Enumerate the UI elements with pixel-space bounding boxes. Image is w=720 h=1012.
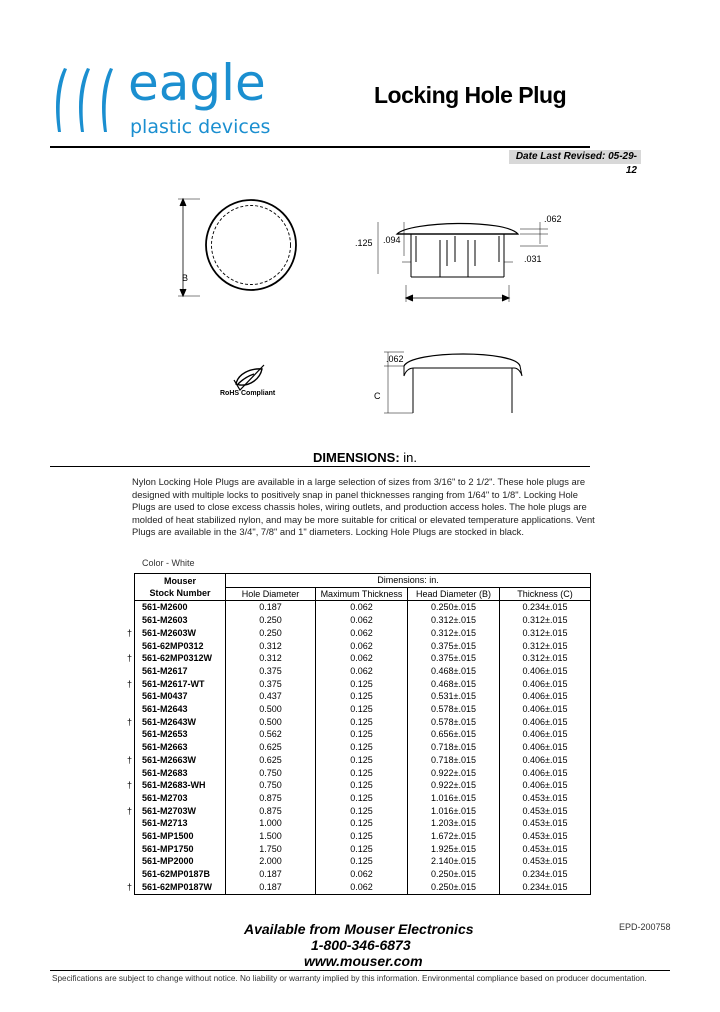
table-row [135,690,591,703]
cell-max-thickness: 0.125 [316,754,408,767]
stock-number-text: 561-M2663W [142,754,197,765]
dimension-031: .031 [524,254,542,264]
cell-head-diameter: 0.250±.015 [408,881,500,894]
date-revised-badge: Date Last Revised: 05-29-12 [509,150,641,164]
vent-plug-marker: † [127,627,133,638]
cell-thickness: 0.234±.015 [500,881,591,894]
column-header-head-diameter: Head Diameter (B) [408,587,500,601]
table-row [135,868,591,881]
vent-plug-marker: † [127,780,133,791]
cell-hole-diameter: 0.500 [226,703,316,716]
cell-thickness: 0.406±.015 [500,703,591,716]
table-row [135,754,591,767]
cell-hole-diameter: 0.500 [226,716,316,729]
cell-max-thickness: 0.125 [316,843,408,856]
stock-number-text: 561-M2617 [142,665,188,676]
cell-stock-number [135,601,226,614]
stock-number-text: 561-MP1500 [142,831,194,842]
side-view-drawing [378,222,548,302]
section-rule [50,466,590,467]
stock-number-text: 561-M2643W [142,716,197,727]
stock-number-text: 561-M2703W [142,805,197,816]
cell-stock-number [127,805,226,818]
cell-stock-number [127,678,226,691]
column-header-max-thickness: Maximum Thickness [316,587,408,601]
cell-thickness: 0.406±.015 [500,779,591,792]
dimension-062-top: .062 [544,214,562,224]
cell-stock-number [135,817,226,830]
disclaimer-text: Specifications are subject to change without notice. No liability or warranty implied by this information. Environmental compliance based on producer documentation. [52,974,647,983]
color-note: Color - White [142,558,195,568]
cell-stock-number [135,703,226,716]
table-row [135,767,591,780]
cell-hole-diameter: 0.875 [226,805,316,818]
technical-drawings [0,0,720,470]
cell-stock-number [127,754,226,767]
table-row [135,665,591,678]
stock-number-text: 561-M2600 [142,602,188,613]
cell-stock-number [135,843,226,856]
stock-number-text: 561-M2643 [142,704,188,715]
brand-subtitle: plastic devices [130,116,271,138]
cell-thickness: 0.312±.015 [500,614,591,627]
cell-max-thickness: 0.062 [316,601,408,614]
cell-thickness: 0.406±.015 [500,754,591,767]
specifications-table-body [127,601,591,894]
stock-number-text: 561-M2663 [142,742,188,753]
cell-thickness: 0.234±.015 [500,601,591,614]
vent-plug-marker: † [127,881,133,892]
cell-max-thickness: 0.062 [316,652,408,665]
cell-thickness: 0.312±.015 [500,640,591,653]
cell-thickness: 0.406±.015 [500,665,591,678]
column-header-thickness: Thickness (C) [500,587,591,601]
table-row [135,817,591,830]
cell-hole-diameter: 0.750 [226,779,316,792]
stock-number-text: 561-62MP0312 [142,640,204,651]
cell-hole-diameter: 0.750 [226,767,316,780]
stock-number-text: 561-M2603W [142,627,197,638]
cell-head-diameter: 1.672±.015 [408,830,500,843]
cell-hole-diameter: 0.250 [226,614,316,627]
cell-thickness: 0.406±.015 [500,767,591,780]
cell-head-diameter: 1.016±.015 [408,805,500,818]
cell-head-diameter: 0.531±.015 [408,690,500,703]
product-description: Nylon Locking Hole Plugs are available in a large selection of sizes from 3/16" to 2 1/2". These hole plugs are designed with multiple locks to positively snap in panel thicknesses ranging from 1/64" to 1/8". Locking Hole Plugs are used to close excess chassis holes, wiring outlets, and production access holes. The hole plugs are molded of heat stabilized nylon, and may be more suitable for critical or elevated temperature applications. Vent Plugs are available in the 3/4", 7/8" and 1" diameters. Locking Hole Plugs are stocked in black. [132,476,595,538]
cell-stock-number [127,779,226,792]
cell-hole-diameter: 0.625 [226,741,316,754]
cell-stock-number [135,690,226,703]
cell-thickness: 0.453±.015 [500,805,591,818]
table-row [135,805,591,818]
cell-head-diameter: 0.578±.015 [408,703,500,716]
cell-head-diameter: 0.312±.015 [408,627,500,640]
cell-thickness: 0.312±.015 [500,652,591,665]
footer-rule [50,970,670,971]
table-row [135,640,591,653]
cell-thickness: 0.406±.015 [500,690,591,703]
availability-text: Available from Mouser Electronics [244,921,474,937]
cell-thickness: 0.453±.015 [500,855,591,868]
cell-max-thickness: 0.125 [316,792,408,805]
cell-stock-number [127,652,226,665]
stock-number-text: 561-62MP0187B [142,869,211,880]
dimension-125: .125 [355,238,373,248]
cell-hole-diameter: 0.312 [226,652,316,665]
cell-stock-number [135,640,226,653]
top-view-drawing [178,199,296,296]
cell-head-diameter: 1.016±.015 [408,792,500,805]
cell-thickness: 0.234±.015 [500,868,591,881]
cell-stock-number [127,881,226,894]
dimensions-heading-unit: in. [403,450,418,465]
cell-head-diameter: 0.375±.015 [408,640,500,653]
cell-max-thickness: 0.062 [316,665,408,678]
table-row [135,614,591,627]
cell-head-diameter: 1.203±.015 [408,817,500,830]
cell-thickness: 0.453±.015 [500,792,591,805]
table-row [135,716,591,729]
phone-number: 1-800-346-6873 [311,937,411,953]
cell-head-diameter: 0.922±.015 [408,767,500,780]
cell-stock-number [135,767,226,780]
cell-hole-diameter: 0.312 [226,640,316,653]
stock-number-text: 561-M2617-WT [142,678,205,689]
dimensions-heading [313,450,417,465]
cell-head-diameter: 0.578±.015 [408,716,500,729]
cell-thickness: 0.312±.015 [500,627,591,640]
cell-hole-diameter: 0.437 [226,690,316,703]
dimension-label-b: B [182,273,189,283]
cell-thickness: 0.406±.015 [500,741,591,754]
stock-number-text: 561-M2683-WH [142,780,206,791]
cell-max-thickness: 0.062 [316,614,408,627]
cell-max-thickness: 0.125 [316,703,408,716]
document-title: Locking Hole Plug [374,82,567,108]
table-row [135,728,591,741]
cell-max-thickness: 0.125 [316,779,408,792]
cell-hole-diameter: 1.000 [226,817,316,830]
stock-number-text: 561-M2713 [142,818,188,829]
cell-max-thickness: 0.125 [316,830,408,843]
cell-max-thickness: 0.062 [316,881,408,894]
table-row [135,843,591,856]
vent-plug-marker: † [127,653,133,664]
cell-head-diameter: 0.718±.015 [408,754,500,767]
stock-number-text: 561-M2603 [142,615,188,626]
vent-plug-marker: † [127,678,133,689]
cell-stock-number [135,665,226,678]
stock-number-text: 561-MP1750 [142,843,194,854]
epd-number: EPD-200758 [619,922,671,932]
cell-max-thickness: 0.125 [316,728,408,741]
cell-max-thickness: 0.125 [316,741,408,754]
cell-head-diameter: 0.250±.015 [408,601,500,614]
cell-stock-number [135,728,226,741]
website-link[interactable]: www.mouser.com [304,953,423,969]
table-row [135,601,591,614]
cell-thickness: 0.453±.015 [500,830,591,843]
table-row [135,703,591,716]
cell-thickness: 0.453±.015 [500,843,591,856]
table-row [135,652,591,665]
cell-stock-number [135,830,226,843]
stock-number-header [135,574,226,601]
cell-hole-diameter: 0.187 [226,868,316,881]
cell-head-diameter: 0.375±.015 [408,652,500,665]
cell-head-diameter: 0.718±.015 [408,741,500,754]
cell-head-diameter: 0.250±.015 [408,868,500,881]
cell-max-thickness: 0.125 [316,678,408,691]
cell-head-diameter: 0.922±.015 [408,779,500,792]
cell-max-thickness: 0.125 [316,855,408,868]
cell-hole-diameter: 1.750 [226,843,316,856]
column-header-hole-diameter: Hole Diameter [226,587,316,601]
table-row [135,881,591,894]
vent-plug-marker: † [127,805,133,816]
cell-stock-number [135,792,226,805]
cell-hole-diameter: 0.375 [226,678,316,691]
cell-head-diameter: 0.468±.015 [408,665,500,678]
cell-head-diameter: 2.140±.015 [408,855,500,868]
table-row [135,855,591,868]
cell-stock-number [135,855,226,868]
cell-hole-diameter: 0.562 [226,728,316,741]
specifications-table [127,573,591,895]
cell-max-thickness: 0.125 [316,690,408,703]
cell-hole-diameter: 1.500 [226,830,316,843]
cell-head-diameter: 1.925±.015 [408,843,500,856]
dimensions-heading-label: DIMENSIONS: [313,450,400,465]
cell-head-diameter: 0.468±.015 [408,678,500,691]
cell-max-thickness: 0.062 [316,627,408,640]
stock-number-text: 561-MP2000 [142,856,194,867]
stock-header-line2: Stock Number [149,588,211,599]
cell-max-thickness: 0.125 [316,805,408,818]
cell-thickness: 0.453±.015 [500,817,591,830]
rohs-label: RoHS Compliant [220,390,276,397]
cell-stock-number [135,741,226,754]
cell-hole-diameter: 0.187 [226,881,316,894]
rohs-leaf-icon [234,365,264,390]
cell-hole-diameter: 0.875 [226,792,316,805]
stock-number-text: 561-M0437 [142,691,188,702]
cell-max-thickness: 0.062 [316,640,408,653]
vent-plug-marker: † [127,716,133,727]
cell-head-diameter: 0.656±.015 [408,728,500,741]
cell-max-thickness: 0.125 [316,716,408,729]
stock-number-text: 561-M2703 [142,792,188,803]
cell-thickness: 0.406±.015 [500,678,591,691]
stock-header-line1: Mouser [163,576,196,587]
cell-head-diameter: 0.312±.015 [408,614,500,627]
profile-view-drawing [384,352,522,413]
stock-number-text: 561-M2683 [142,767,188,778]
cell-thickness: 0.406±.015 [500,716,591,729]
stock-number-text: 561-62MP0312W [142,653,213,664]
vent-plug-marker: † [127,754,133,765]
dimension-062-side: .062 [386,354,404,364]
cell-hole-diameter: 0.625 [226,754,316,767]
table-row [135,792,591,805]
cell-max-thickness: 0.125 [316,817,408,830]
dimension-label-c: C [374,391,381,401]
cell-hole-diameter: 2.000 [226,855,316,868]
table-row [135,779,591,792]
stock-number-text: 561-M2653 [142,729,188,740]
cell-max-thickness: 0.125 [316,767,408,780]
cell-hole-diameter: 0.250 [226,627,316,640]
cell-stock-number [135,868,226,881]
cell-max-thickness: 0.062 [316,868,408,881]
brand-name: eagle [128,54,266,112]
table-row [135,678,591,691]
cell-stock-number [127,627,226,640]
table-row [135,741,591,754]
cell-thickness: 0.406±.015 [500,728,591,741]
table-row [135,830,591,843]
cell-hole-diameter: 0.375 [226,665,316,678]
dimension-094: .094 [383,235,401,245]
table-row [135,627,591,640]
cell-stock-number [135,614,226,627]
cell-stock-number [127,716,226,729]
dimensions-group-header: Dimensions: in. [226,574,591,588]
cell-hole-diameter: 0.187 [226,601,316,614]
stock-number-text: 561-62MP0187W [142,881,213,892]
